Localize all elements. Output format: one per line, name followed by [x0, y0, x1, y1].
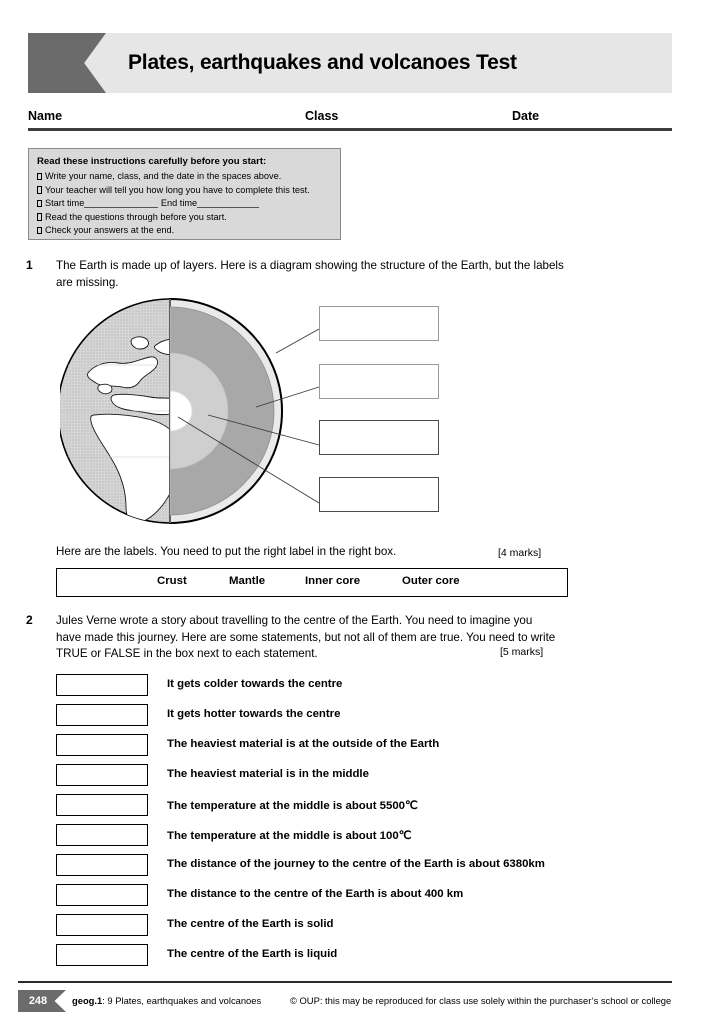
instruction-text: Write your name, class, and the date in the spaces above. — [45, 171, 282, 181]
labels-instruction-text: Here are the labels. You need to put the right label in the right box. — [56, 545, 397, 558]
instruction-item — [37, 224, 332, 238]
bullet-icon — [37, 200, 42, 208]
statement-row — [56, 914, 616, 944]
true-false-statement-list — [56, 674, 616, 974]
instruction-item — [37, 170, 332, 184]
true-false-input-6[interactable] — [56, 824, 148, 846]
statement-text: The temperature at the middle is about 100℃ — [167, 830, 412, 842]
true-false-input-5[interactable] — [56, 794, 148, 816]
instruction-item-time — [37, 197, 332, 211]
date-field-label: Date — [512, 109, 540, 123]
end-time-label: End time — [160, 198, 198, 208]
end-time-input[interactable] — [197, 198, 259, 208]
true-false-input-1[interactable] — [56, 674, 148, 696]
footer-copyright: © OUP: this may be reproduced for class use solely within the purchaser’s school or college — [290, 995, 672, 1006]
footer-source-unit: : 9 Plates, earthquakes and volcanoes — [102, 995, 262, 1006]
instruction-item — [37, 211, 332, 225]
true-false-input-9[interactable] — [56, 914, 148, 936]
true-false-input-8[interactable] — [56, 884, 148, 906]
instruction-text: Read the questions through before you start. — [45, 211, 227, 222]
header-accent-tab — [28, 33, 106, 93]
footer-source — [72, 995, 261, 1006]
true-false-input-7[interactable] — [56, 854, 148, 876]
header-divider — [28, 128, 672, 131]
statement-row — [56, 674, 616, 704]
label-answer-box-3[interactable] — [319, 420, 439, 455]
statement-text: It gets hotter towards the centre — [167, 708, 341, 720]
statement-text: It gets colder towards the centre — [167, 678, 343, 690]
question-1-number: 1 — [26, 258, 33, 272]
bullet-icon — [37, 227, 42, 235]
true-false-input-3[interactable] — [56, 734, 148, 756]
page-title: Plates, earthquakes and volcanoes Test — [128, 51, 517, 74]
label-chip-outer-core[interactable]: Outer core — [402, 575, 460, 587]
statement-text: The centre of the Earth is solid — [167, 918, 334, 930]
true-false-input-2[interactable] — [56, 704, 148, 726]
bullet-icon — [37, 173, 42, 181]
question-1-text: The Earth is made up of layers. Here is a diagram showing the structure of the Earth, but the labels are missing. — [56, 259, 564, 289]
header-banner — [28, 33, 672, 93]
label-answer-box-4[interactable] — [319, 477, 439, 512]
statement-row — [56, 704, 616, 734]
statement-row — [56, 884, 616, 914]
footer-source-book: geog.1 — [72, 995, 103, 1006]
labels-bank — [56, 568, 568, 597]
question-2-text: Jules Verne wrote a story about travelling to the centre of the Earth. You need to imagine you have made this journey. Here are some statements, but not all of them are true. You need to write TRUE or FALSE in the box next to each statement. — [56, 614, 556, 660]
name-field-label: Name — [28, 109, 63, 123]
statement-row — [56, 824, 616, 854]
instruction-item — [37, 184, 332, 198]
instruction-text: Check your answers at the end. — [45, 225, 175, 235]
label-chip-mantle[interactable]: Mantle — [229, 575, 266, 587]
instruction-text: Your teacher will tell you how long you have to complete this test. — [45, 184, 310, 195]
question-2-number: 2 — [26, 613, 33, 627]
class-field-label: Class — [305, 109, 339, 123]
footer-divider — [18, 981, 672, 983]
statement-text: The distance to the centre of the Earth is about 400 km — [167, 888, 464, 900]
statement-text: The heaviest material is at the outside of the Earth — [167, 738, 440, 750]
statement-text: The temperature at the middle is about 5500℃ — [167, 800, 418, 812]
bullet-icon — [37, 213, 42, 221]
label-answer-box-1[interactable] — [319, 306, 439, 341]
start-time-input[interactable] — [84, 198, 158, 208]
instructions-box — [28, 148, 341, 240]
page-number: 248 — [28, 995, 48, 1007]
question-1-marks: [4 marks] — [498, 547, 542, 559]
question-2-marks: [5 marks] — [500, 646, 544, 658]
label-answer-box-2[interactable] — [319, 364, 439, 399]
statement-row — [56, 764, 616, 794]
statement-row — [56, 794, 616, 824]
bullet-icon — [37, 186, 42, 194]
true-false-input-4[interactable] — [56, 764, 148, 786]
start-time-label: Start time — [45, 198, 85, 208]
statement-text: The distance of the journey to the centre of the Earth is about 6380km — [167, 858, 545, 870]
instructions-heading: Read these instructions carefully before you start: — [37, 156, 267, 167]
label-chip-inner-core[interactable]: Inner core — [305, 575, 361, 587]
statement-row — [56, 944, 616, 974]
statement-text: The heaviest material is in the middle — [167, 768, 369, 780]
true-false-input-10[interactable] — [56, 944, 148, 966]
label-chip-crust[interactable]: Crust — [157, 575, 187, 587]
statement-text: The centre of the Earth is liquid — [167, 948, 338, 960]
statement-row — [56, 734, 616, 764]
statement-row — [56, 854, 616, 884]
